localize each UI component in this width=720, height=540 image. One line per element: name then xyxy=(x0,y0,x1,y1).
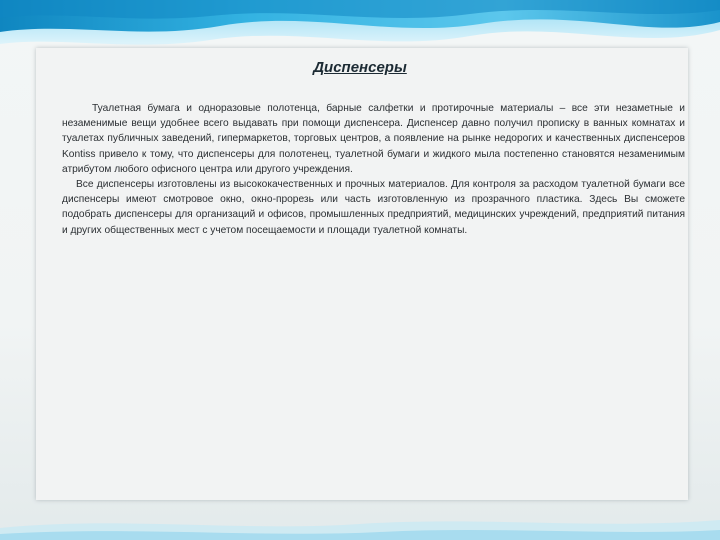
paragraph-intro: Туалетная бумага и одноразовые полотенца, барные салфетки и протирочные материалы – все эти незаметные и незаменимые вещи удобнее всего выдавать при помощи диспенсера. Диспенсер давно получил прописку в ванных комнатах и туалетах публичных заведений, гипермаркетов, торговых центров, а появление на рынке недорогих и качественных диспенсеров Kontiss привело к тому, что диспенсеры для полотенец, туалетной бумаги и жидкого мыла постепенно становятся незаменимым атрибутом любого офисного центра или другого учреждения. xyxy=(62,103,685,175)
paragraph-materials: Все диспенсеры изготовлены из высококачественных и прочных материалов. Для контроля за расходом туалетной бумаги все диспенсеры имеют смотровое окно, окно-прорезь или часть изготовленную из прозрачного пластика. Здесь Вы сможете подобрать диспенсеры для организаций и офисов, промышленных предприятий, медицинских учреждений, предприятий питания и других общественных мест с учетом посещаемости и площади туалетной комнаты. xyxy=(62,179,685,236)
bottom-wave-decoration xyxy=(0,498,720,540)
slide-title: Диспенсеры xyxy=(313,59,407,76)
body-text xyxy=(62,101,685,238)
